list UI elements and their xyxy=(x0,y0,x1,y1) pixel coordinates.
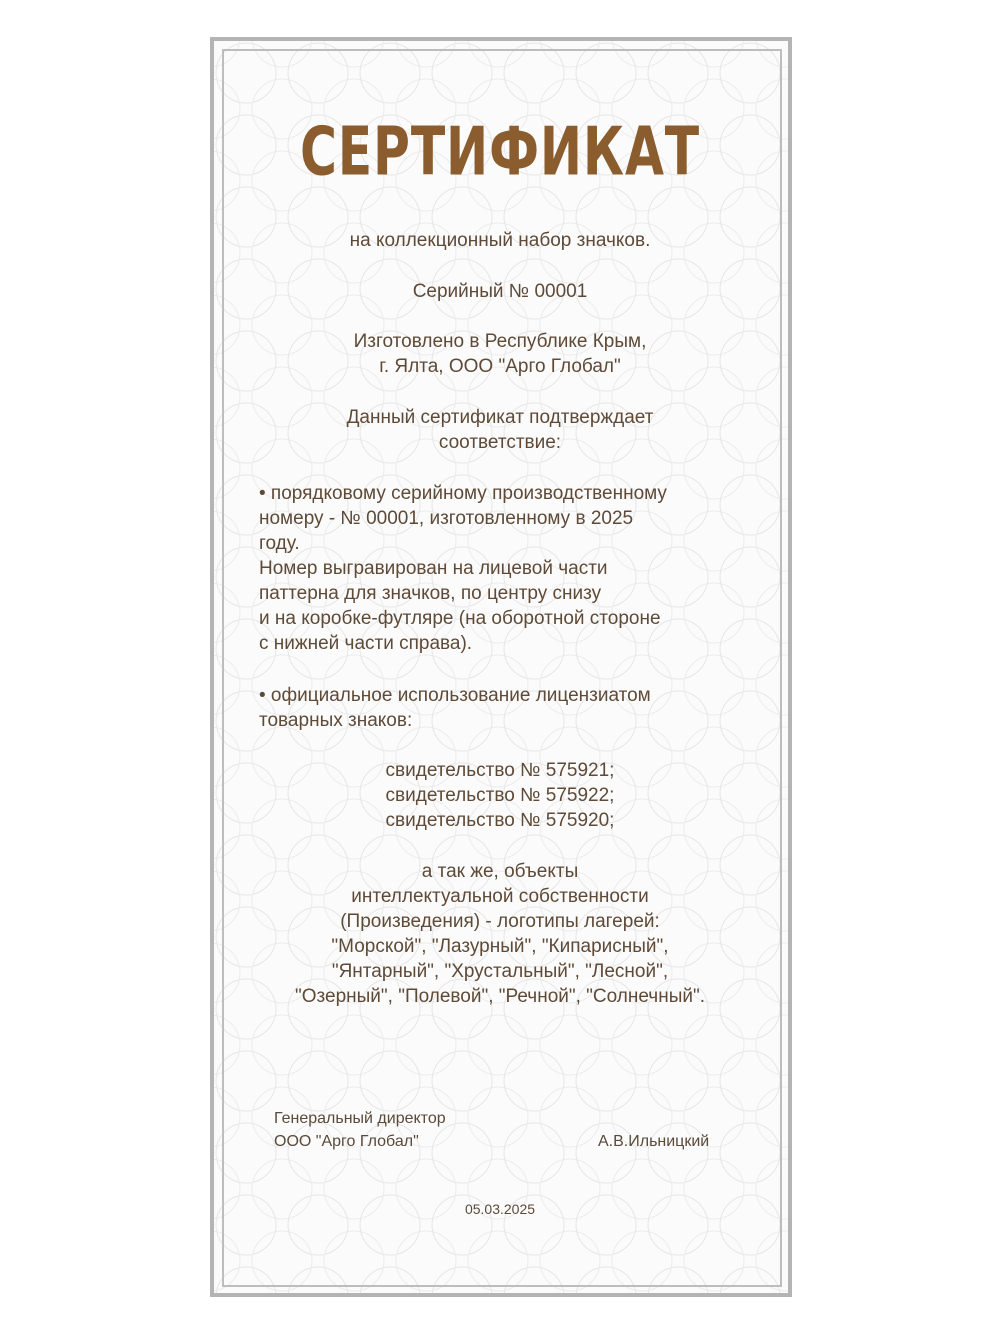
signatory-name: А.В.Ильницкий xyxy=(598,1133,710,1150)
issue-date: 05.03.2025 xyxy=(464,1201,536,1217)
subtitle: на коллекционный набор значков. xyxy=(349,230,651,251)
confirms-line-2: соответствие: xyxy=(438,432,562,453)
ip-objects-line-2: интеллектуальной собственности xyxy=(351,886,649,907)
trademark-certificate-3: свидетельство № 575920; xyxy=(385,810,615,831)
point1-line-4: Номер выгравирован на лицевой части xyxy=(259,558,608,579)
confirms-line-1: Данный сертификат подтверждает xyxy=(346,407,654,428)
serial-number: Серийный № 00001 xyxy=(412,281,588,302)
signatory-position-line-1: Генеральный директор xyxy=(274,1110,446,1127)
manufactured-line-1: Изготовлено в Республике Крым, xyxy=(353,331,647,352)
certificate-title: СЕРТИФИКАТ xyxy=(299,113,701,192)
ip-objects-line-4: "Морской", "Лазурный", "Кипарисный", xyxy=(331,936,669,957)
point2-line-1: • официальное использование лицензиатом xyxy=(259,685,651,706)
ip-objects-line-6: "Озерный", "Полевой", "Речной", "Солнечный". xyxy=(295,986,705,1007)
ip-objects-line-1: а так же, объекты xyxy=(421,861,579,882)
signatory-position-line-2: ООО "Арго Глобал" xyxy=(274,1133,419,1150)
ip-objects-line-3: (Произведения) - логотипы лагерей: xyxy=(340,911,660,932)
point1-line-6: и на коробке-футляре (на оборотной стороне xyxy=(259,608,661,629)
trademark-certificate-1: свидетельство № 575921; xyxy=(385,760,615,781)
manufactured-line-2: г. Ялта, ООО "Арго Глобал" xyxy=(379,356,621,377)
point1-line-1: • порядковому серийному производственному xyxy=(259,483,667,504)
ip-objects-line-5: "Янтарный", "Хрустальный", "Лесной", xyxy=(331,961,669,982)
point1-line-5: паттерна для значков, по центру снизу xyxy=(259,583,602,604)
point1-line-3: году. xyxy=(259,533,300,554)
point1-line-7: с нижней части справа). xyxy=(259,633,473,654)
point1-line-2: номеру - № 00001, изготовленному в 2025 xyxy=(259,508,634,529)
point2-line-2: товарных знаков: xyxy=(259,710,413,731)
trademark-certificate-2: свидетельство № 575922; xyxy=(385,785,615,806)
